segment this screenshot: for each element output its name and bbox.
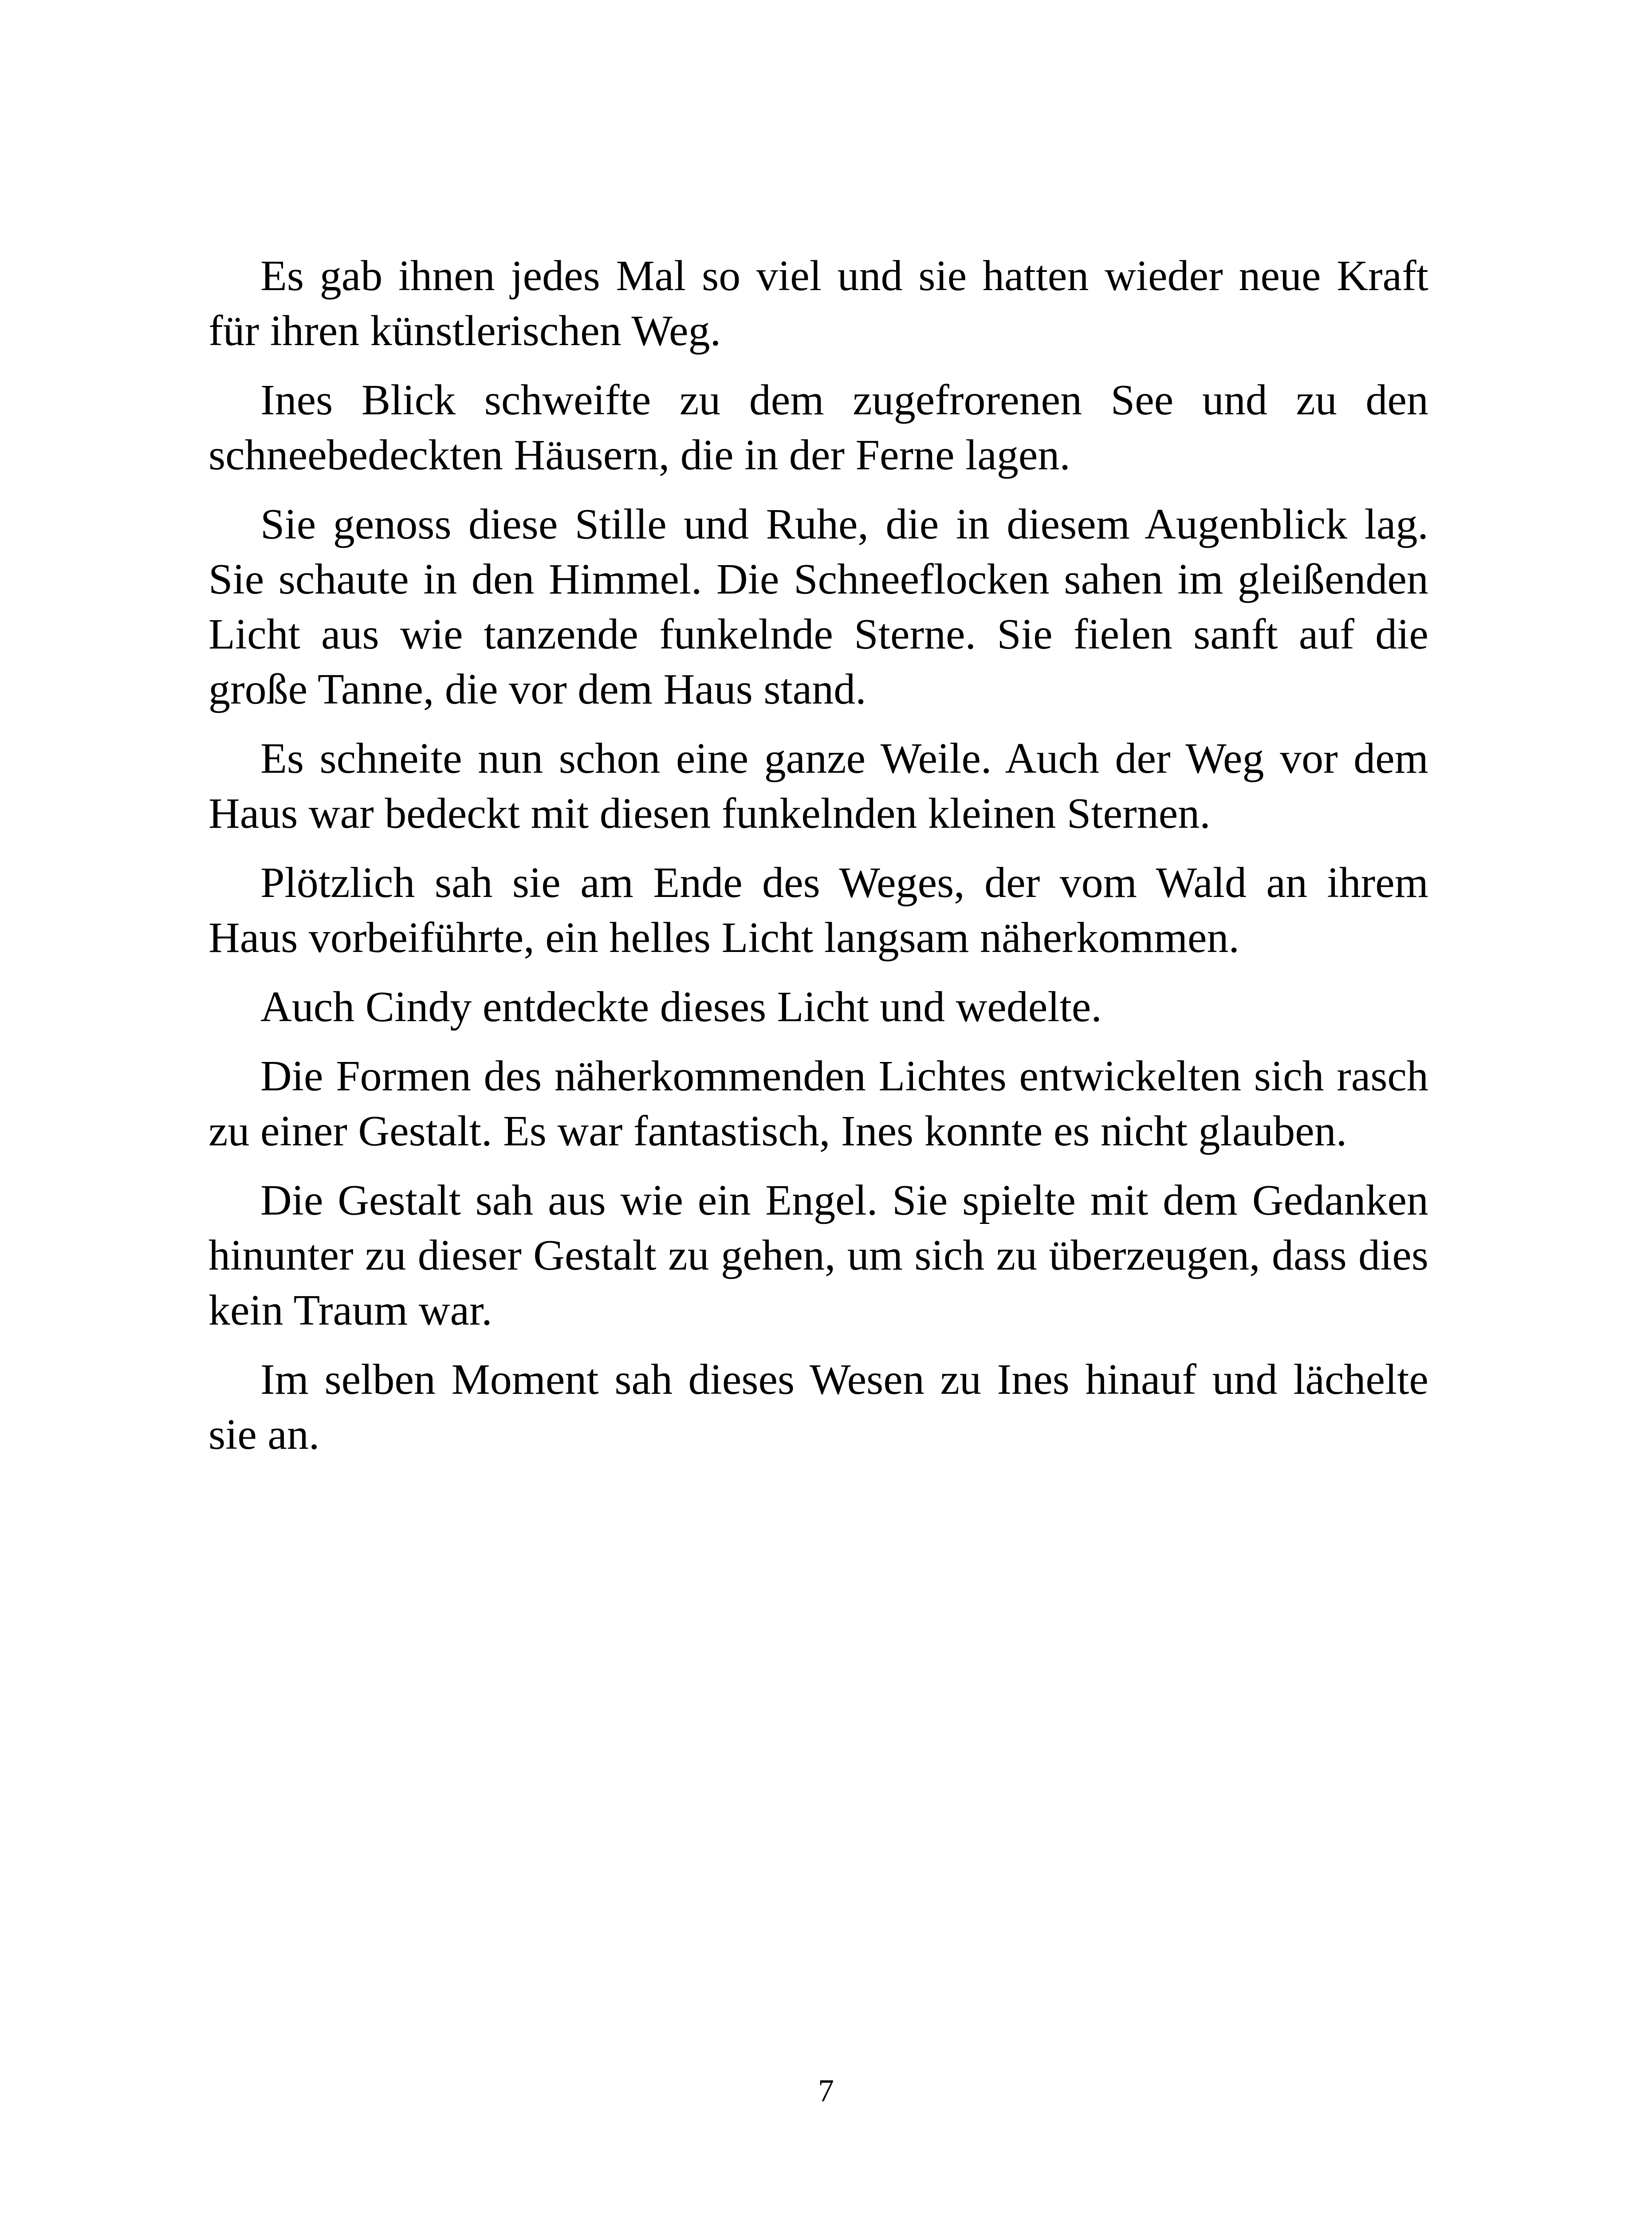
paragraph-6: Auch Cindy entdeckte dieses Licht und wedelte. [260,983,1102,1031]
paragraph-4: Es schneite nun schon eine ganze Weile. Auch der Weg vor dem Haus war bedeckt mit diesen funkelnden kleinen Sternen. [208,735,1428,838]
page-number: 7 [818,2073,834,2108]
paragraph-8: Die Gestalt sah aus wie ein Engel. Sie spielte mit dem Gedanken hinunter zu dieser Gestalt zu gehen, um sich zu überzeugen, dass dies kein Traum war. [208,1176,1428,1334]
paragraph-7: Die Formen des näherkommenden Lichtes entwickelten sich rasch zu einer Gestalt. Es war fantastisch, Ines konnte es nicht glauben. [208,1052,1428,1155]
paragraph-1: Es gab ihnen jedes Mal so viel und sie hatten wieder neue Kraft für ihren künstlerischen Weg. [208,252,1428,355]
paragraph-9: Im selben Moment sah dieses Wesen zu Ines hinauf und lächelte sie an. [208,1356,1428,1459]
paragraph-5: Plötzlich sah sie am Ende des Weges, der vom Wald an ihrem Haus vorbeiführte, ein helles Licht langsam näherkommen. [208,859,1428,962]
body-text [208,248,1428,1476]
paragraph-2: Ines Blick schweifte zu dem zugefrorenen See und zu den schneebedeckten Häusern, die in der Ferne lagen. [208,376,1428,479]
paragraph-3: Sie genoss diese Stille und Ruhe, die in diesem Augenblick lag. Sie schaute in den Himmel. Die Schneeflocken sahen im gleißenden Licht aus wie tanzende funkelnde Sterne. Sie fielen sanft auf die große Tanne, die vor dem Haus stand. [208,500,1428,713]
